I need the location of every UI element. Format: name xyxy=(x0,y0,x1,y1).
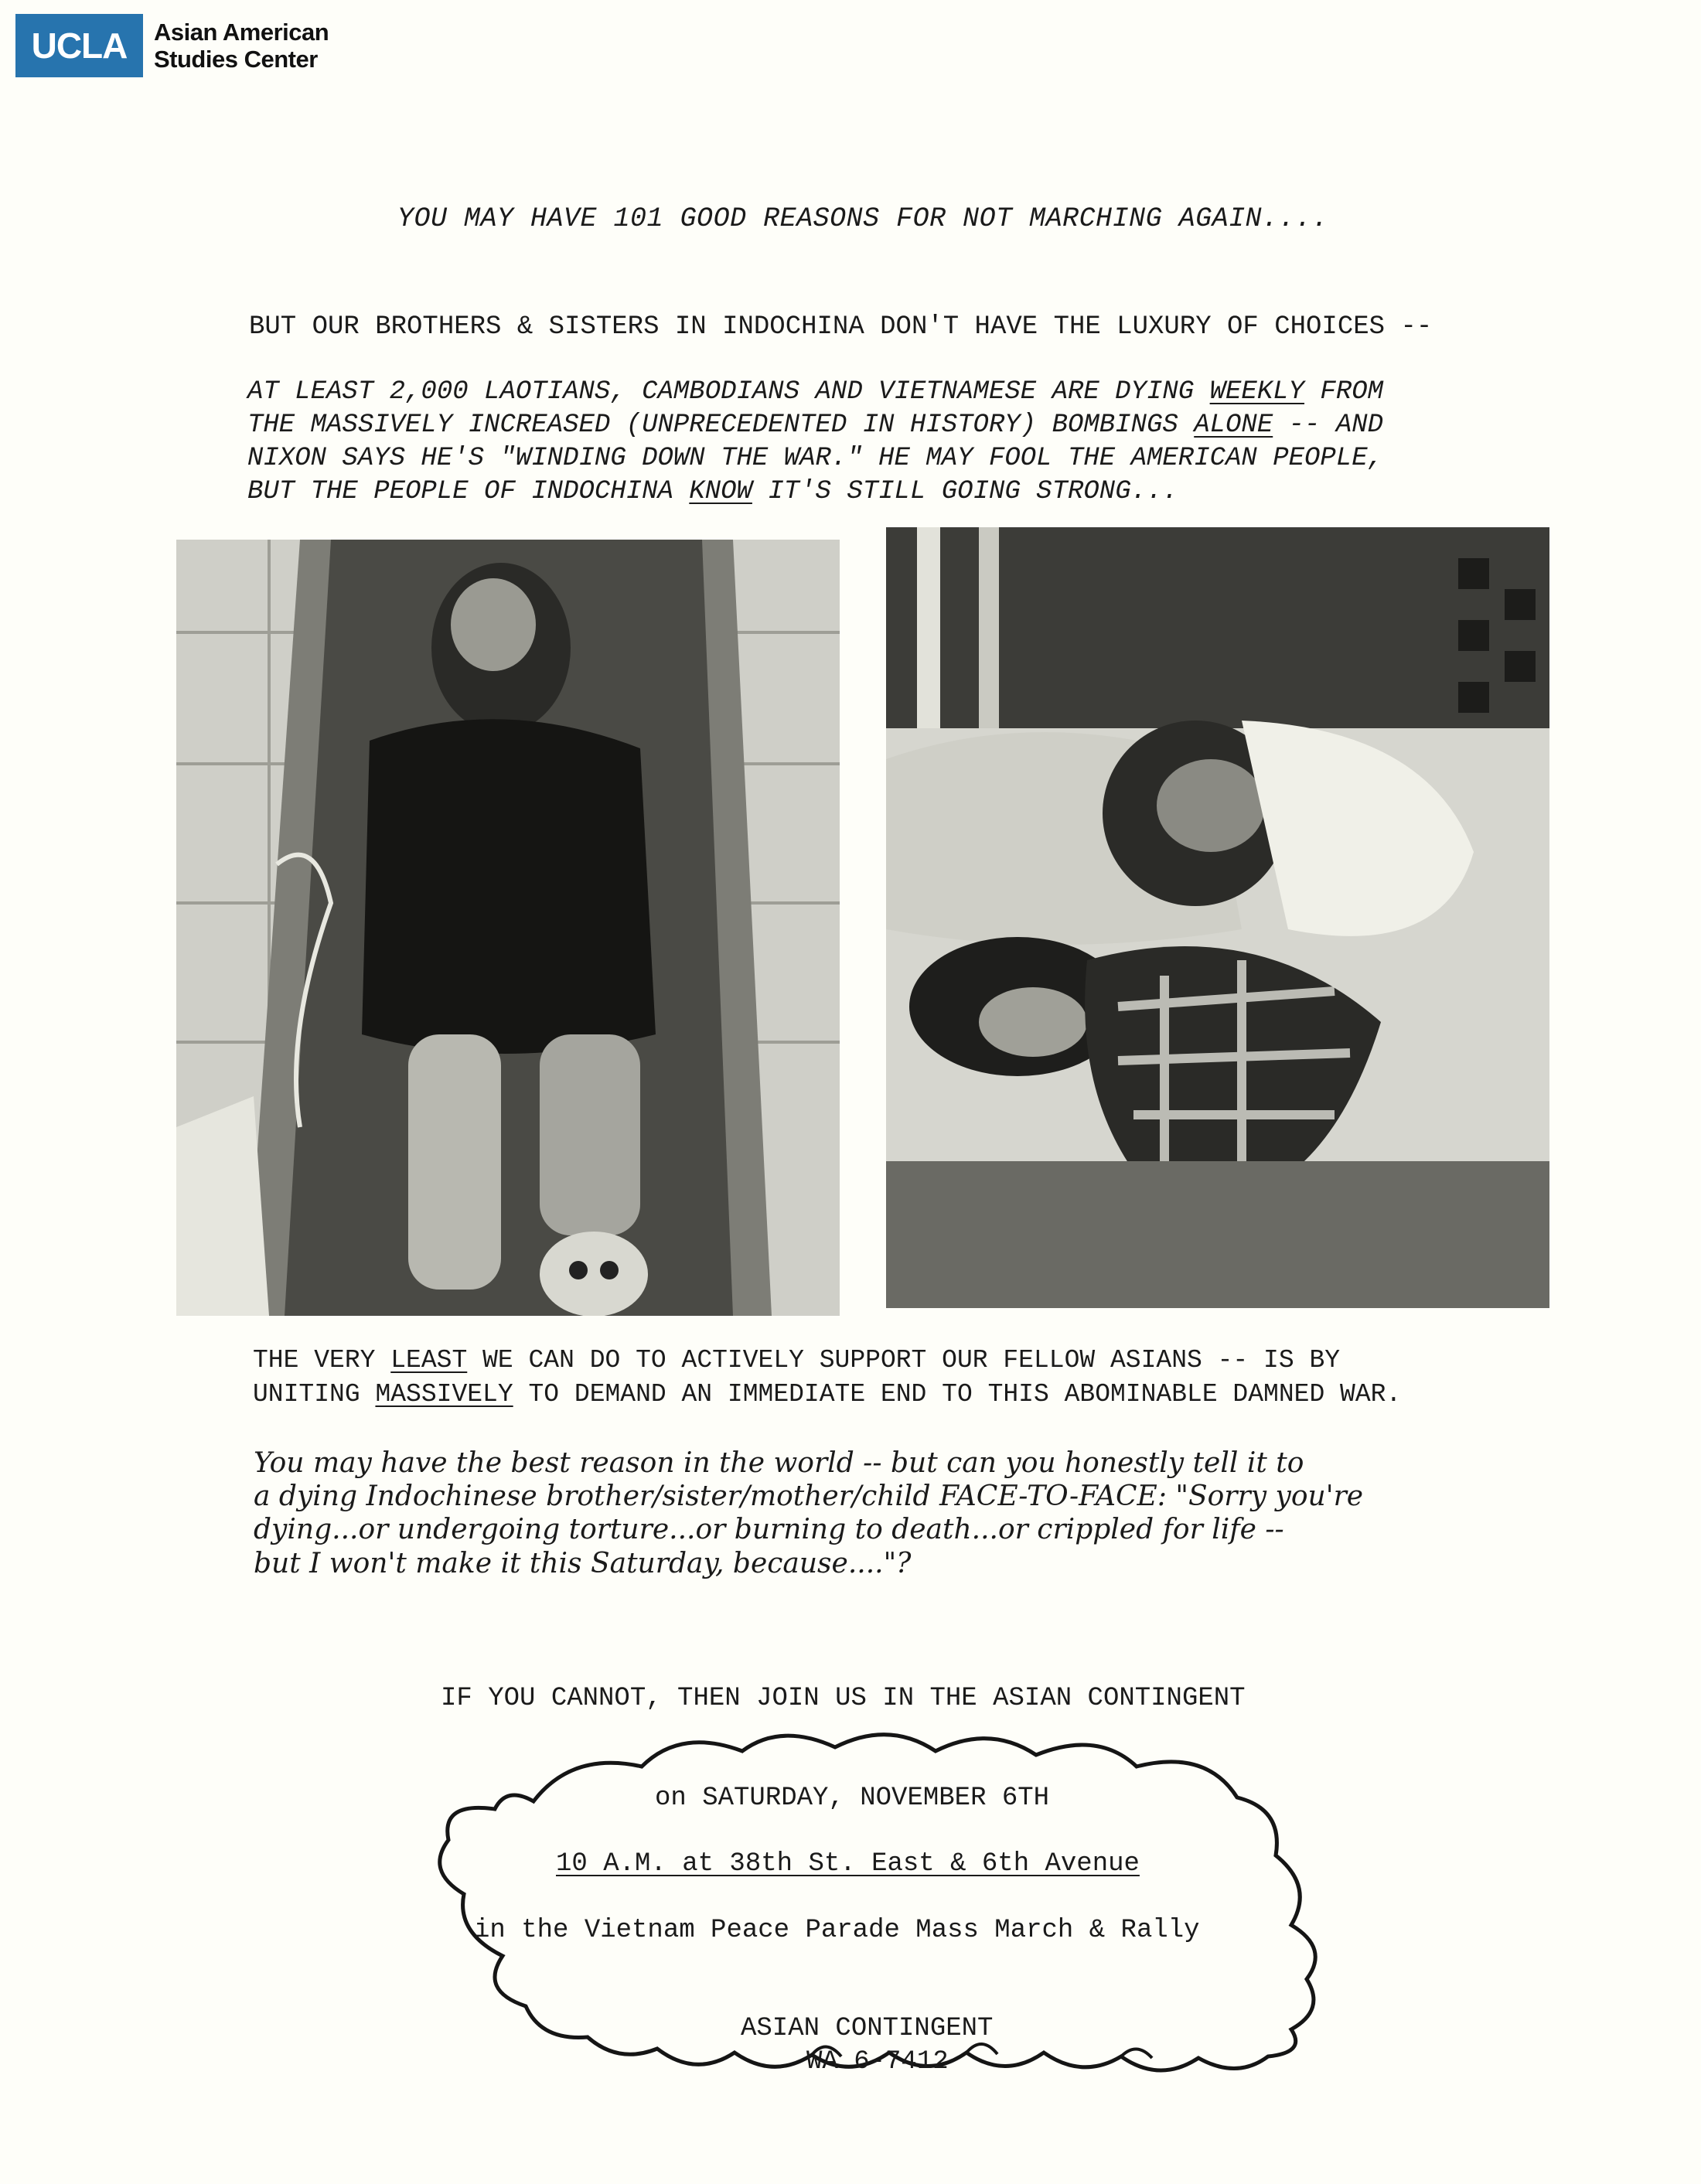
paragraph2-line1: THE VERY LEAST WE CAN DO TO ACTIVELY SUPPORT OUR FELLOW ASIANS -- IS BY xyxy=(253,1346,1341,1375)
paragraph3-line1: You may have the best reason in the world -- but can you honestly tell it to xyxy=(254,1447,1304,1479)
event-date: on SATURDAY, NOVEMBER 6TH xyxy=(655,1784,1050,1813)
paragraph3-line3: dying...or undergoing torture...or burning to death...or crippled for life -- xyxy=(254,1514,1284,1545)
ucla-logo-badge: UCLA xyxy=(15,14,143,77)
headline: YOU MAY HAVE 101 GOOD REASONS FOR NOT MARCHING AGAIN.... xyxy=(397,203,1329,234)
event-time-place: 10 A.M. at 38th St. East & 6th Avenue xyxy=(556,1849,1140,1879)
paragraph3-line2: a dying Indochinese brother/sister/mother/child FACE-TO-FACE: "Sorry you're xyxy=(254,1480,1364,1512)
intro-line: BUT OUR BROTHERS & SISTERS IN INDOCHINA DON'T HAVE THE LUXURY OF CHOICES -- xyxy=(249,312,1433,342)
paragraph1-line1: AT LEAST 2,000 LAOTIANS, CAMBODIANS AND VIETNAMESE ARE DYING WEEKLY FROM xyxy=(247,377,1384,407)
paragraph1-line4: BUT THE PEOPLE OF INDOCHINA KNOW IT'S STILL GOING STRONG... xyxy=(247,477,1178,506)
paragraph1-line3: NIXON SAYS HE'S "WINDING DOWN THE WAR." HE MAY FOOL THE AMERICAN PEOPLE, xyxy=(247,444,1384,473)
event-description: in the Vietnam Peace Parade Mass March & Rally xyxy=(474,1916,1200,1945)
footer-org: ASIAN CONTINGENT xyxy=(741,2014,994,2043)
call-to-action: IF YOU CANNOT, THEN JOIN US IN THE ASIAN CONTINGENT xyxy=(441,1684,1246,1713)
logo-line-2: Studies Center xyxy=(154,46,318,73)
paragraph1-line2: THE MASSIVELY INCREASED (UNPRECEDENTED IN HISTORY) BOMBINGS ALONE -- AND xyxy=(247,411,1384,440)
paragraph3-line4: but I won't make it this Saturday, because...."? xyxy=(254,1548,912,1579)
logo-line-1: Asian American xyxy=(154,19,329,46)
footer-phone: WA 6-7412 xyxy=(806,2047,949,2077)
paragraph2-line2: UNITING MASSIVELY TO DEMAND AN IMMEDIATE END TO THIS ABOMINABLE DAMNED WAR. xyxy=(253,1380,1402,1409)
